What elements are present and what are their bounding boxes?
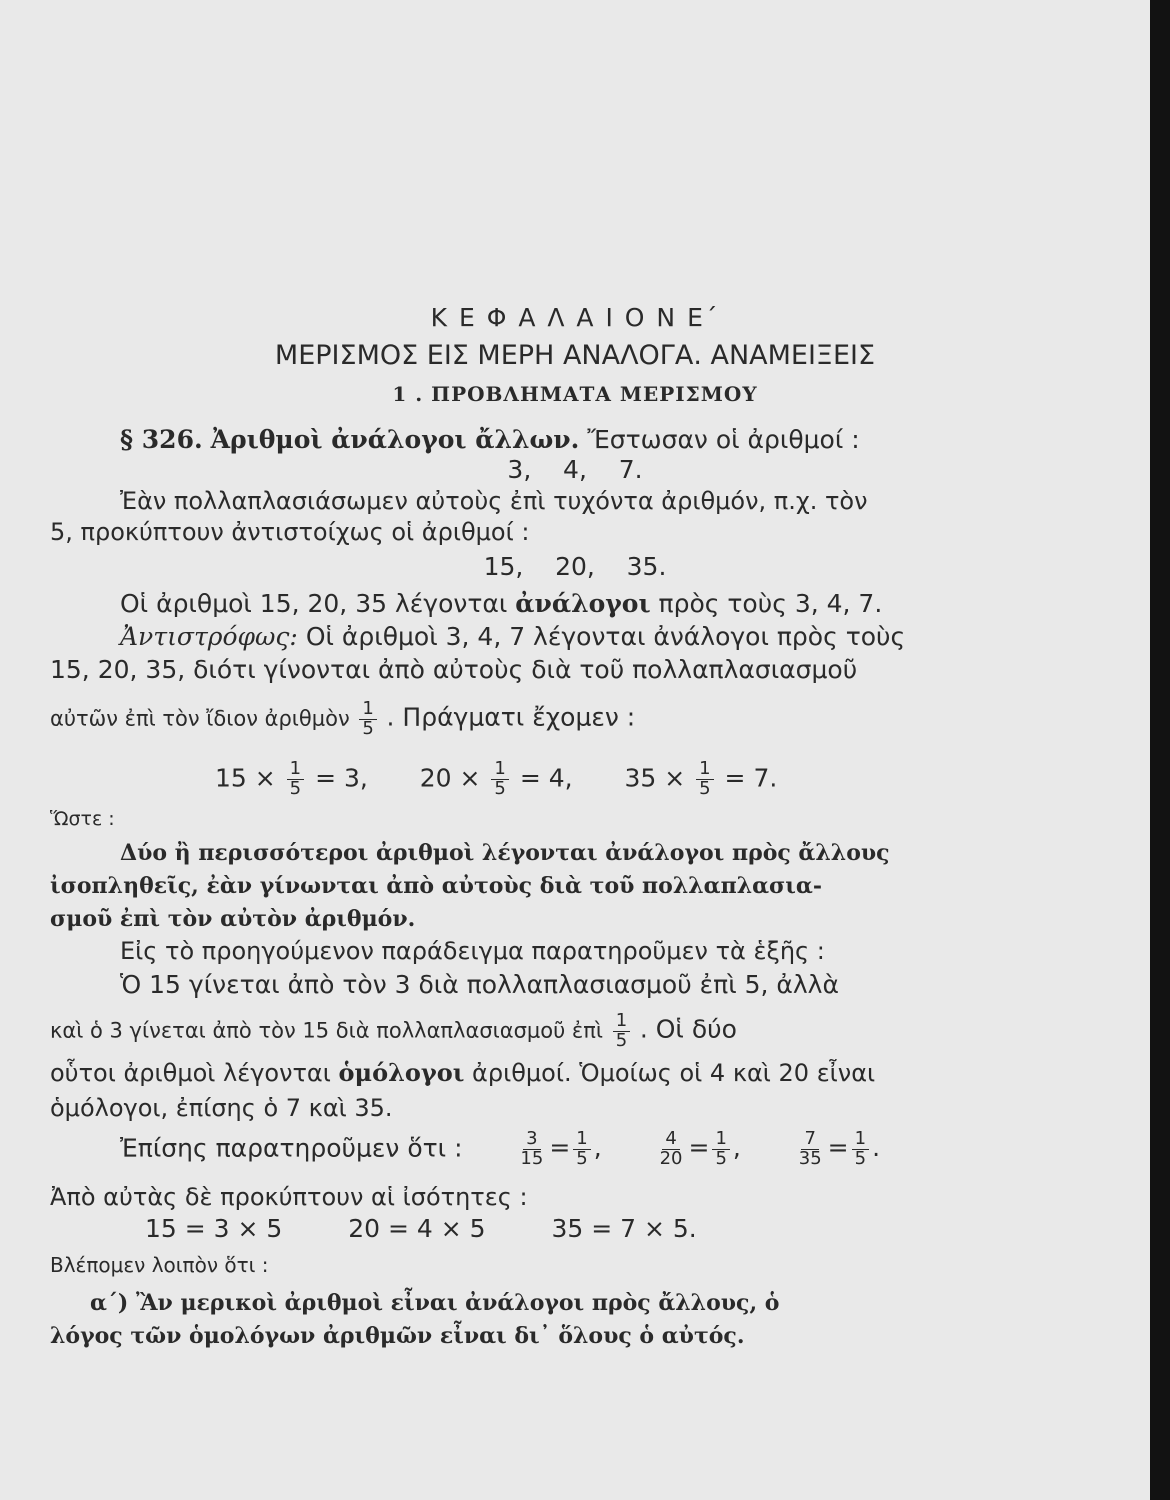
fraction-denominator: 35 <box>798 1147 822 1169</box>
fraction-numerator: 1 <box>287 760 304 780</box>
fraction-denominator: 5 <box>494 777 506 799</box>
text-fragment: Οἱ ἀριθμοὶ 15, 20, 35 λέγονται <box>120 589 508 618</box>
fraction-numerator: 7 <box>801 1130 818 1150</box>
fraction-denominator: 5 <box>289 777 302 799</box>
definition-line-3: σμοῦ ἐπὶ τὸν αὐτὸν ἀριθμόν. <box>50 906 416 932</box>
punctuation: , <box>732 1133 741 1163</box>
text-line: ὁμόλογοι, ἐπίσης ὁ 7 καὶ 35. <box>50 1094 393 1122</box>
ratios-line <box>120 1130 880 1169</box>
text-line: Βλέπομεν λοιπὸν ὅτι : <box>50 1253 269 1277</box>
fraction-denominator: 20 <box>659 1147 683 1169</box>
fraction-denominator: 5 <box>362 717 374 739</box>
punctuation: , <box>593 1133 602 1163</box>
fraction-numerator: 1 <box>613 1012 630 1032</box>
fraction-numerator: 1 <box>491 760 508 780</box>
equation-term: 20 × <box>419 763 481 793</box>
fraction-numerator: 1 <box>359 700 376 720</box>
text-fragment: οὗτοι ἀριθμοὶ λέγονται <box>50 1059 331 1087</box>
text-fragment: ἀριθμοί. Ὁμοίως οἱ 4 καὶ 20 εἶναι <box>472 1059 876 1087</box>
chapter-heading: ΜΕΡΙΣΜΟΣ ΕΙΣ ΜΕΡΗ ΑΝΑΛΟΓΑ. ΑΝΑΜΕΙΞΕΙΣ <box>274 340 876 371</box>
page-edge <box>1150 0 1170 1500</box>
text-line-analogoi <box>120 589 882 619</box>
bold-term: ὁμόλογοι <box>338 1058 465 1087</box>
fraction-denominator: 5 <box>854 1147 867 1169</box>
ratio-group: $\frac{7}{35}$ = $\frac{1}{5}$ . <box>793 1133 880 1162</box>
italic-term: Ἀντιστρόφως: <box>120 622 298 651</box>
definition-line-2: ἰσοπληθεῖς, ἐὰν γίνωνται ἀπὸ αὐτοὺς διὰ τοῦ πολλαπλασια- <box>50 873 822 899</box>
text-fragment: . Οἱ δύο <box>639 1014 737 1044</box>
numbers-row-2: 15, 20, 35. <box>483 552 667 581</box>
text-fragment: καὶ ὁ 3 γίνεται ἀπὸ τὸν 15 διὰ πολλαπλασιασμοῦ ἐπὶ <box>50 1018 604 1043</box>
fraction-denominator: 5 <box>699 777 711 799</box>
ratio-group: $\frac{4}{20}$ = $\frac{1}{5}$ , <box>654 1133 749 1162</box>
fraction-one-fifth <box>696 760 713 799</box>
fraction-denominator: 5 <box>615 1029 628 1051</box>
equation-term: = 7. <box>724 763 778 793</box>
ratio-group: $\frac{3}{15}$ = $\frac{1}{5}$ , <box>514 1133 609 1162</box>
fraction-numerator: 1 <box>696 760 713 780</box>
paragraph-intro: Ἔστωσαν οἱ ἀριθμοί : <box>587 425 860 454</box>
hoste-label: Ὥστε : <box>50 808 115 830</box>
text-line-antistrofos <box>120 622 905 652</box>
equation-term: = 4, <box>519 763 573 793</box>
fraction-one-fifth <box>491 760 508 799</box>
fraction-numerator: 1 <box>852 1130 869 1150</box>
fraction-denominator: 15 <box>520 1147 544 1169</box>
rule-a-line-2: λόγος τῶν ὁμολόγων ἀριθμῶν εἶναι δι᾽ ὅλους ὁ αὐτός. <box>50 1323 745 1349</box>
fraction-denominator: 5 <box>576 1147 588 1169</box>
text-fragment: αὐτῶν ἐπὶ τὸν ἴδιον ἀριθμὸν <box>50 706 350 731</box>
fraction-numerator: 1 <box>712 1130 729 1150</box>
text-line-auton <box>50 700 635 739</box>
text-line: Ἀπὸ αὐτὰς δὲ προκύπτουν αἱ ἰσότητες : <box>50 1183 528 1211</box>
text-line: Ὁ 15 γίνεται ἀπὸ τὸν 3 διὰ πολλαπλασιασμοῦ ἐπὶ 5, ἀλλὰ <box>120 970 839 999</box>
section-heading: 1 . ΠΡΟΒΛΗΜΑΤΑ ΜΕΡΙΣΜΟΥ <box>392 382 758 406</box>
identities-row <box>145 1214 697 1244</box>
text-line-kai3 <box>50 1012 737 1051</box>
equation-term: = 3, <box>315 763 368 793</box>
identity: 20 = 4 × 5 <box>348 1214 486 1243</box>
ratio-left <box>517 1130 546 1169</box>
text-line-houtoi <box>50 1059 875 1088</box>
definition-line-1: Δύο ἢ περισσότεροι ἀριθμοὶ λέγονται ἀνάλογοι πρὸς ἄλλους <box>120 840 890 866</box>
paragraph-mark: § 326. <box>120 425 203 454</box>
identity: 15 = 3 × 5 <box>145 1214 283 1243</box>
ratio-left <box>657 1130 686 1169</box>
fraction-one-fifth <box>613 1012 630 1051</box>
text-line: 5, προκύπτουν ἀντιστοίχως οἱ ἀριθμοί : <box>50 518 530 546</box>
fraction-numerator: 4 <box>662 1130 679 1150</box>
text-line: Ἐὰν πολλαπλασιάσωμεν αὐτοὺς ἐπὶ τυχόντα ἀριθμόν, π.χ. τὸν <box>120 487 868 515</box>
numbers-row-1: 3, 4, 7. <box>507 455 643 484</box>
text-fragment: . Πράγματι ἔχομεν : <box>386 702 636 732</box>
fraction-one-fifth <box>359 700 376 739</box>
rule-a-line-1: α΄) Ἂν μερικοὶ ἀριθμοὶ εἶναι ἀνάλογοι πρὸς ἄλλους, ὁ <box>90 1290 780 1316</box>
fraction-numerator: 3 <box>523 1130 540 1150</box>
text-line: Εἰς τὸ προηγούμενον παράδειγμα παρατηροῦμεν τὰ ἑξῆς : <box>120 937 825 965</box>
text-line: 15, 20, 35, διότι γίνονται ἀπὸ αὐτοὺς διὰ τοῦ πολλαπλασιασμοῦ <box>50 655 858 684</box>
text-fragment: Ἐπίσης παρατηροῦμεν ὅτι : <box>120 1133 463 1163</box>
fraction-one-fifth <box>287 760 304 799</box>
punctuation: . <box>872 1133 881 1163</box>
ratio-left <box>796 1130 825 1169</box>
identity: 35 = 7 × 5. <box>551 1214 697 1243</box>
equation-term: 35 × <box>624 763 686 793</box>
paragraph-326-heading <box>120 425 860 455</box>
ratio-right <box>852 1130 869 1169</box>
ratio-right <box>712 1130 729 1169</box>
chapter-title: Κ Ε Φ Α Λ Α Ι Ο Ν Ε΄ <box>430 303 720 332</box>
equation-term: 15 × <box>215 763 276 793</box>
ratio-right <box>573 1130 590 1169</box>
equation-row <box>215 760 777 799</box>
fraction-denominator: 5 <box>715 1147 727 1169</box>
text-fragment: πρὸς τοὺς 3, 4, 7. <box>658 589 883 618</box>
fraction-numerator: 1 <box>573 1130 590 1150</box>
text-fragment: Οἱ ἀριθμοὶ 3, 4, 7 λέγονται ἀνάλογοι πρὸς τοὺς <box>305 622 906 651</box>
bold-term: ἀνάλογοι <box>515 589 651 618</box>
paragraph-title: Ἀριθμοὶ ἀνάλογοι ἄλλων. <box>210 425 580 454</box>
